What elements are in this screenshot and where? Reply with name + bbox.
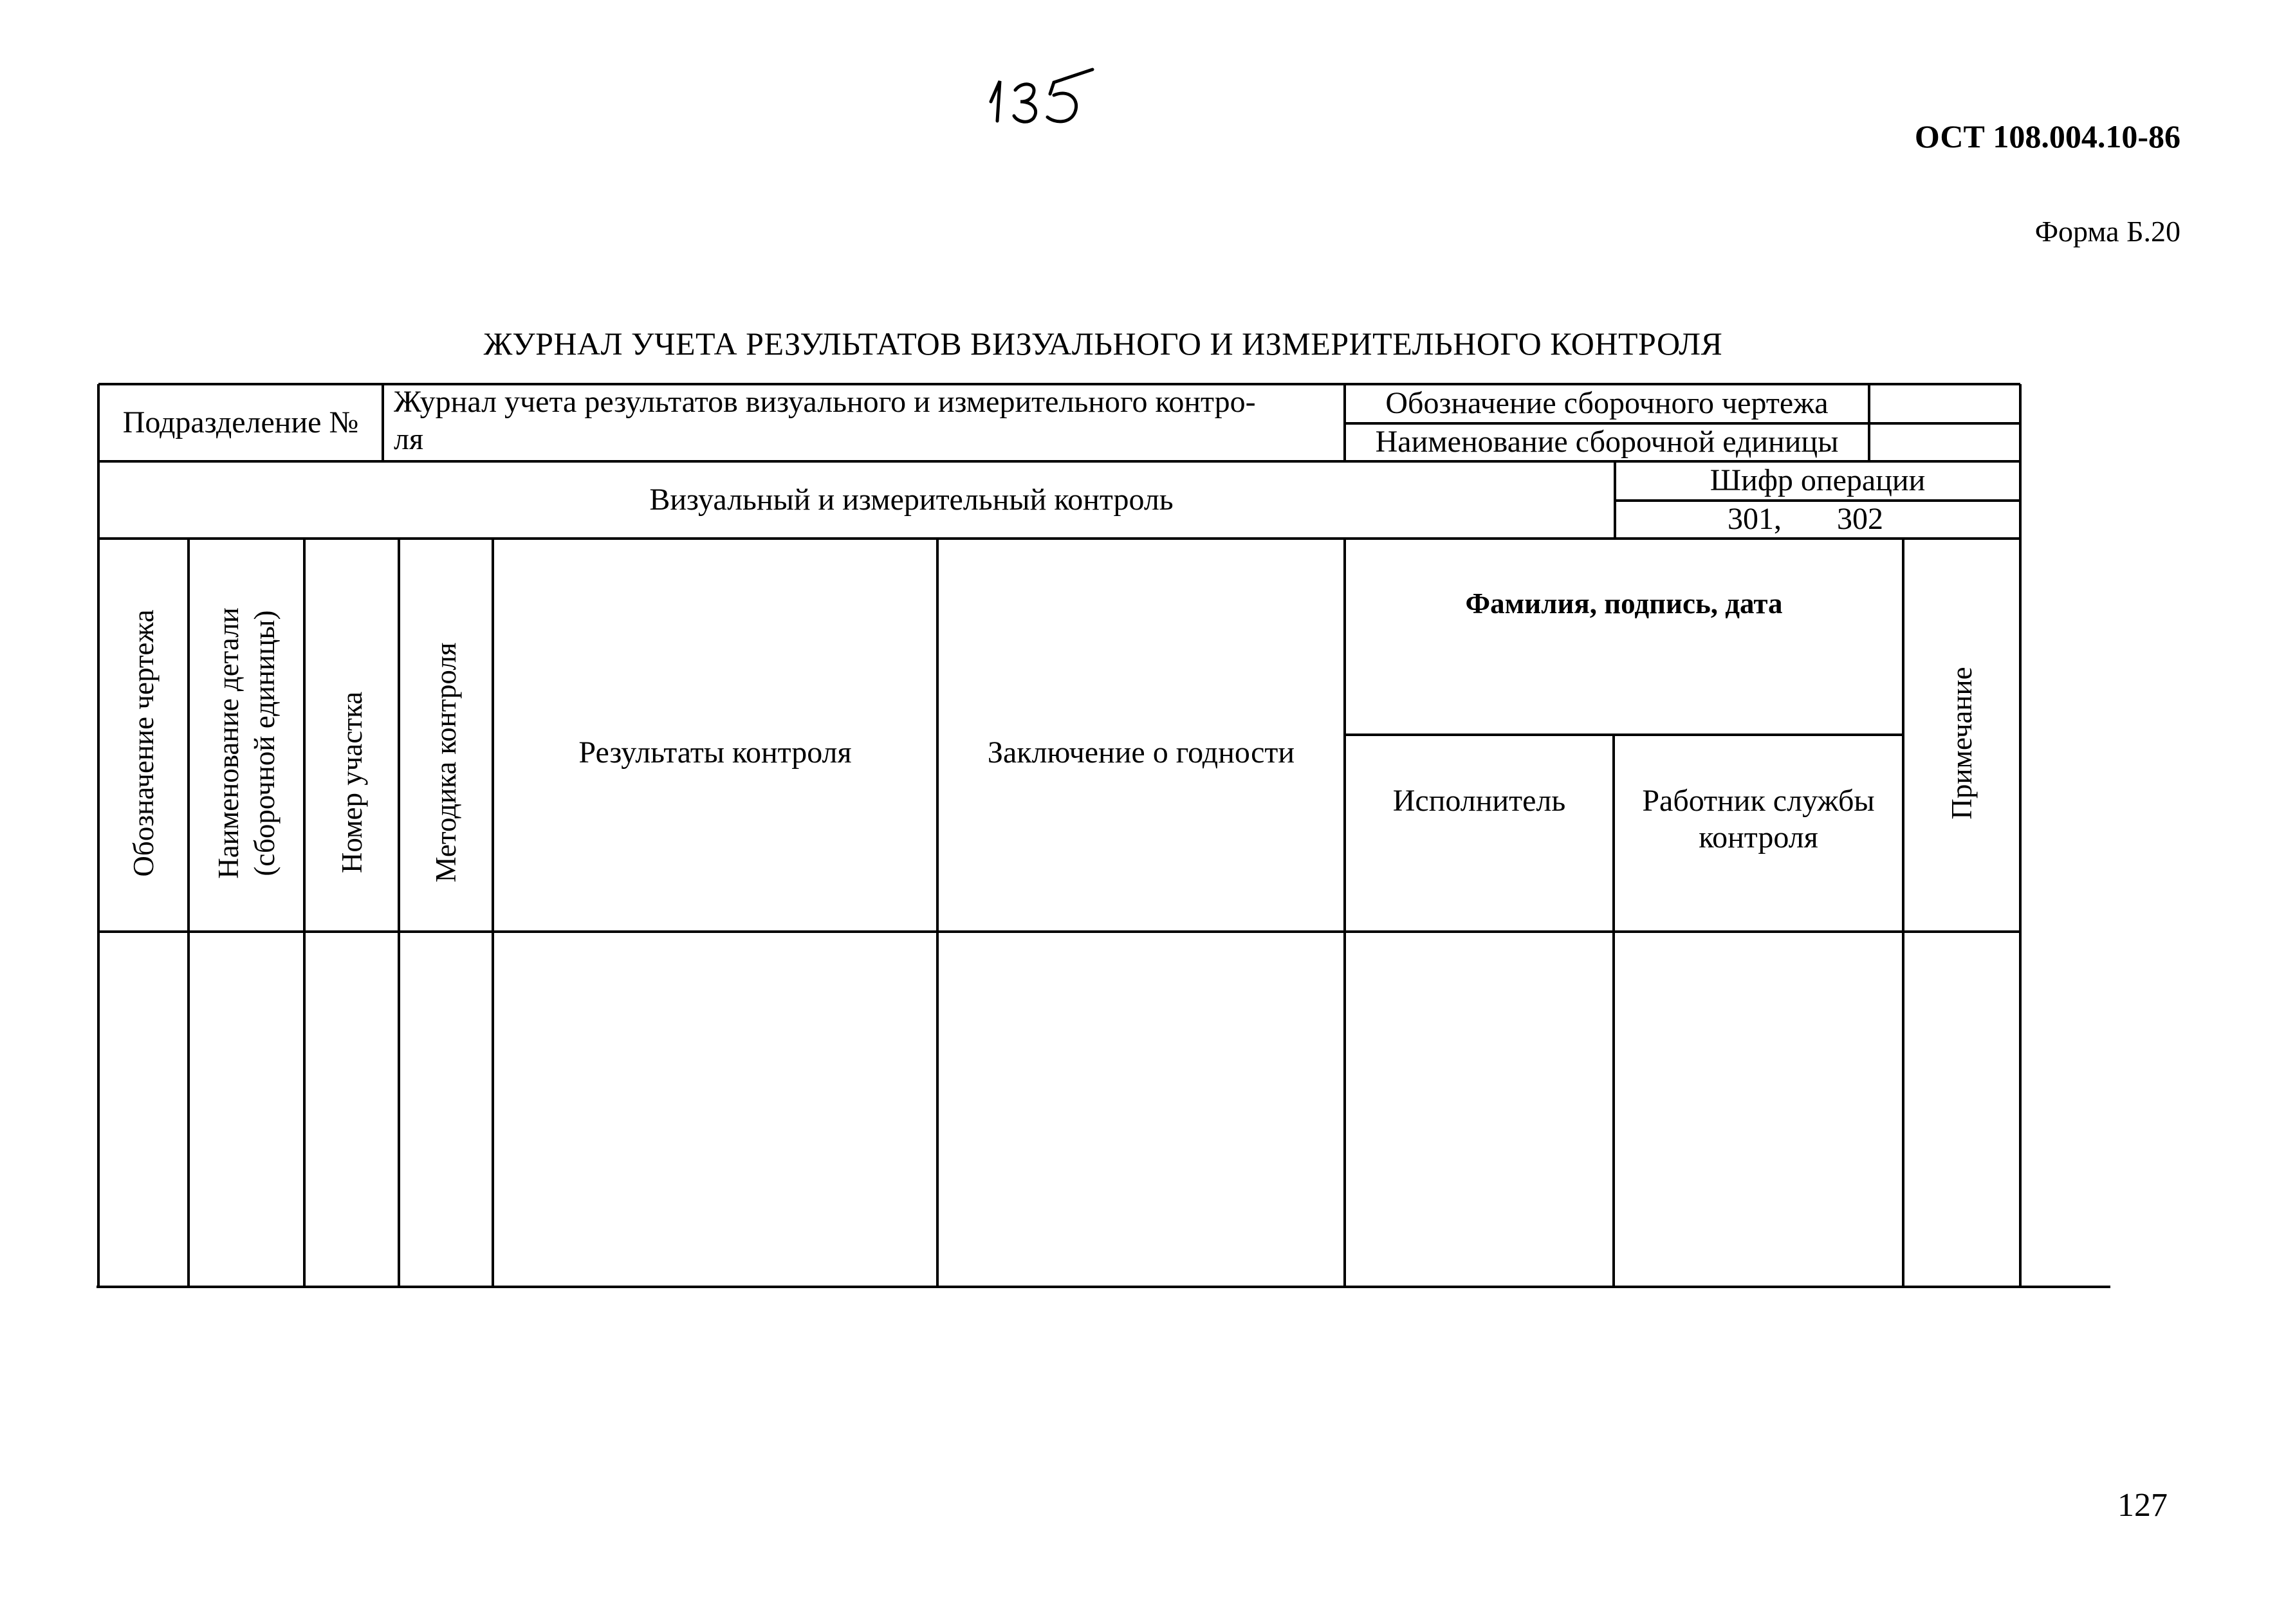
assembly-drawing-label: Обозначение сборочного чертежа	[1385, 386, 1829, 421]
control-type-label: Визуальный и измерительный контроль	[649, 482, 1174, 517]
page-number: 127	[2117, 1487, 2168, 1524]
form-id: Форма Б.20	[2034, 215, 2180, 248]
col-header-section-number-text: Номер участка	[335, 691, 368, 873]
operation-code-label: Шифр операции	[1710, 463, 1926, 498]
col-header-section-number	[304, 539, 399, 932]
journal-description-line1: Журнал учета результатов визуального и измерительного контро-	[394, 385, 1256, 419]
assembly-unit-label: Наименование сборочной единицы	[1375, 425, 1839, 459]
operation-code-301: 301,	[1728, 502, 1782, 537]
operation-code-302: 302	[1837, 502, 1883, 537]
col-header-name-signature-date: Фамилия, подпись, дата	[1465, 587, 1783, 620]
document-code: ОСТ 108.004.10-86	[1914, 118, 2180, 154]
operation-code-values	[1615, 501, 2020, 539]
col-header-executor: Исполнитель	[1392, 784, 1566, 818]
col-header-part-name-text	[210, 607, 283, 879]
col-header-control-method	[399, 539, 493, 932]
col-header-note	[1903, 539, 2020, 932]
col-header-results: Результаты контроля	[578, 735, 852, 770]
col-header-qc-worker	[1614, 735, 1903, 932]
table-body-empty[interactable]	[98, 932, 2020, 1287]
col-header-control-method-text: Методика контроля	[429, 642, 462, 883]
col-header-drawing-designation-text: Обозначение чертежа	[127, 609, 160, 877]
col-header-qc-worker-line2: контроля	[1699, 820, 1818, 854]
col-header-drawing-designation	[98, 539, 189, 932]
division-label: Подразделение №	[122, 405, 359, 439]
assembly-unit-field[interactable]	[1869, 423, 2020, 461]
col-header-part-name-line1: Наименование детали	[212, 607, 244, 879]
journal-description	[394, 383, 1340, 457]
journal-description-line2: ля	[394, 421, 424, 456]
assembly-drawing-field[interactable]	[1869, 384, 2020, 423]
col-header-note-text: Примечание	[1945, 667, 1978, 820]
document-title-text: ЖУРНАЛ УЧЕТА РЕЗУЛЬТАТОВ ВИЗУАЛЬНОГО И ИЗМЕРИТЕЛЬНОГО КОНТРОЛЯ	[483, 326, 1723, 362]
col-header-qc-worker-line1: Работник службы	[1642, 784, 1875, 818]
col-header-part-name	[189, 539, 304, 932]
col-header-conclusion: Заключение о годности	[987, 735, 1295, 770]
col-header-part-name-line2: (сборочной единицы)	[248, 610, 281, 876]
